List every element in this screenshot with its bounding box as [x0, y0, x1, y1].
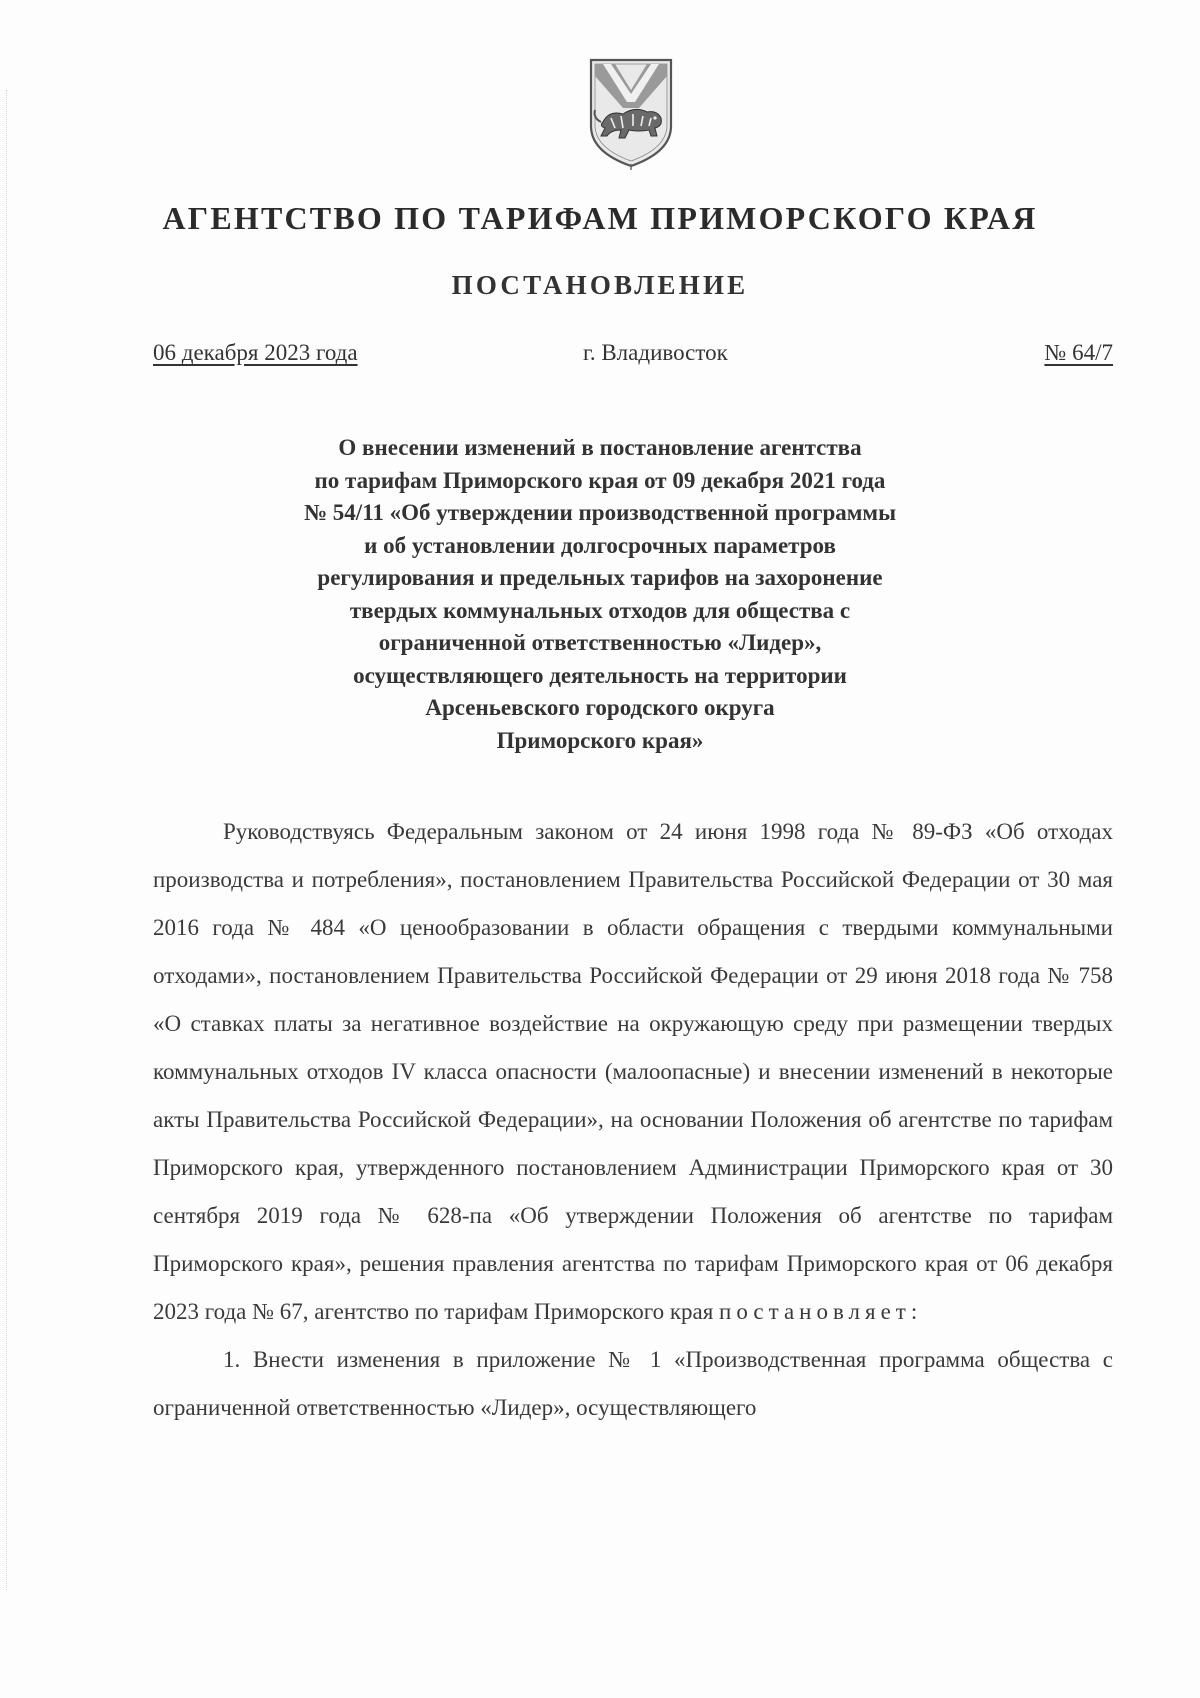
subject-line: осуществляющего деятельность на территории: [353, 662, 847, 688]
subject-line: по тарифам Приморского края от 09 декабря 2021 года: [314, 467, 886, 493]
subject-line: Приморского края»: [496, 727, 704, 753]
document-meta-row: [153, 340, 1113, 374]
document-type: ПОСТАНОВЛЕНИЕ: [451, 270, 749, 300]
subject-line: ограниченной ответственностью «Лидер»,: [378, 630, 822, 655]
subject-line: Арсеньевского городского округа: [425, 695, 775, 720]
coat-of-arms-emblem: [585, 56, 677, 172]
subject-line: и об установлении долгосрочных параметров: [364, 532, 836, 558]
preamble-text: Руководствуясь Федеральным законом от 24 июня 1998 года № 89-ФЗ «Об отходах производства и потребления», постановлением Правительства Российской Федерации от 30 мая 2016 года № 484 «О ценообразовании в области обращения с твердыми коммунальными отходами», постановлением Правительства Российской Федерации от 29 июня 2018 года № 758 «О ставках платы за негативное воздействие на окружающую среду при размещении твердых коммунальных отходов IV класса опасности (малоопасные) и внесении изменений в некоторые акты Правительства Российской Федерации», на основании Положения об агентстве по тарифам Приморского края, утвержденного постановлением Администрации Приморского края от 30 сентября 2019 года № 628-па «Об утверждении Положения об агентстве по тарифам Приморского края», решения правления агентства по тарифам Приморского края от 06 декабря 2023 года № 67, агентство по тарифам Приморского края: [153, 819, 1113, 1324]
preamble-paragraph: [153, 808, 1113, 1336]
document-number: № 64/7: [1044, 340, 1113, 365]
document-subject: [230, 432, 970, 757]
document-city: г. Владивосток: [583, 340, 728, 365]
subject-line: твердых коммунальных отходов для общества с: [349, 597, 851, 623]
resolves-word: постановляет:: [719, 1299, 923, 1324]
item-1-paragraph: 1. Внести изменения в приложение № 1 «Производственная программа общества с ограниченной ответственностью «Лидер», осуществляющего: [153, 1347, 1113, 1420]
document-body: [153, 808, 1113, 1432]
agency-title: АГЕНТСТВО ПО ТАРИФАМ ПРИМОРСКОГО КРАЯ: [162, 200, 1038, 236]
subject-line: О внесении изменений в постановление агентства: [338, 435, 862, 460]
subject-line: № 54/11 «Об утверждении производственной программы: [303, 500, 897, 525]
scan-edge-marks: [6, 90, 9, 1590]
subject-line: регулирования и предельных тарифов на захоронение: [317, 565, 883, 590]
document-date: 06 декабря 2023 года: [153, 340, 358, 365]
